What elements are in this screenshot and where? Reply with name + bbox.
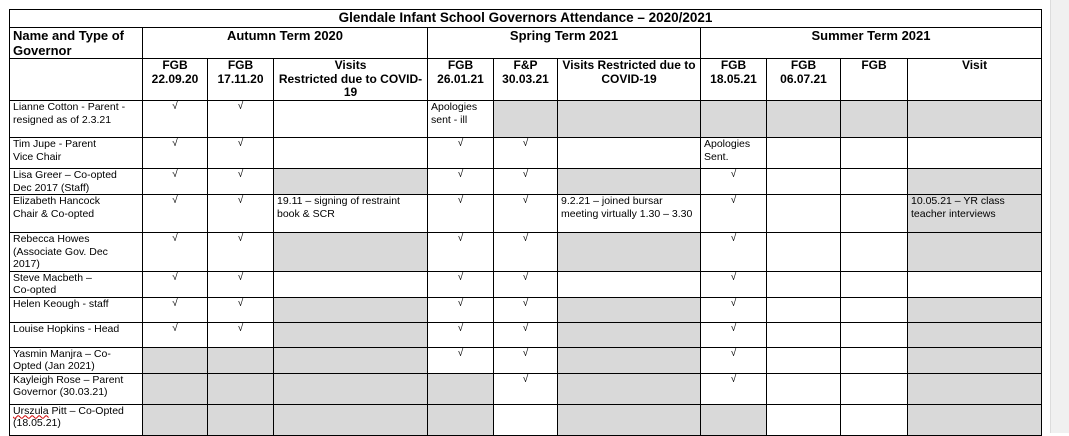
attendance-cell: [428, 373, 494, 404]
attendance-cell: [274, 271, 428, 297]
attendance-cell: [908, 322, 1042, 347]
attendance-cell: [908, 233, 1042, 272]
attended-tick: √: [208, 297, 274, 322]
meeting-type: FGB: [162, 58, 188, 72]
meeting-column-header: [841, 59, 908, 101]
attendance-cell: [208, 404, 274, 435]
attended-tick: √: [428, 169, 494, 195]
summer-term-header: Summer Term 2021: [701, 28, 1042, 59]
meeting-date: 17.11.20: [217, 71, 264, 86]
governor-row: [10, 101, 1042, 138]
attendance-cell: [841, 297, 908, 322]
meeting-date: 06.07.21: [780, 71, 827, 86]
attendance-cell: [841, 138, 908, 169]
attended-tick: √: [143, 138, 208, 169]
attendance-cell: [558, 169, 701, 195]
meeting-header-row: [10, 59, 1042, 101]
attendance-cell: [274, 373, 428, 404]
attendance-note: 19.11 – signing of restraint book & SCR: [274, 195, 428, 233]
document-title: Glendale Infant School Governors Attendance – 2020/2021: [10, 10, 1042, 28]
attendance-note: Apologies sent - ill: [428, 101, 494, 138]
meeting-type: Visit: [961, 58, 988, 72]
attendance-cell: [274, 404, 428, 435]
meeting-type: F&P: [513, 58, 538, 72]
attendance-cell: [841, 373, 908, 404]
governor-name: Louise Hopkins - Head: [10, 322, 143, 347]
attended-tick: √: [701, 169, 767, 195]
governor-row: [10, 347, 1042, 373]
attendance-cell: [841, 195, 908, 233]
attended-tick: √: [494, 373, 558, 404]
meeting-date: Restricted due to COVID-19: [278, 71, 423, 99]
attended-tick: √: [494, 297, 558, 322]
attended-tick: √: [701, 233, 767, 272]
attendance-cell: [767, 297, 841, 322]
attended-tick: √: [208, 138, 274, 169]
attended-tick: √: [428, 138, 494, 169]
governor-row: [10, 233, 1042, 272]
attendance-cell: [558, 404, 701, 435]
attendance-cell: [558, 101, 701, 138]
meeting-type: Visits: [334, 58, 367, 72]
meeting-column-header: [908, 59, 1042, 101]
attended-tick: √: [428, 195, 494, 233]
attendance-cell: [208, 347, 274, 373]
attended-tick: √: [701, 271, 767, 297]
attended-tick: √: [208, 169, 274, 195]
meeting-date: 30.03.21: [502, 71, 549, 86]
meeting-type: FGB: [227, 58, 254, 72]
attendance-cell: [767, 347, 841, 373]
attendance-cell: [701, 404, 767, 435]
meeting-date: 22.09.20: [151, 71, 199, 86]
attendance-cell: [767, 404, 841, 435]
governor-rows: [10, 101, 1042, 436]
meeting-type: FGB: [861, 58, 887, 72]
attendance-cell: [767, 195, 841, 233]
attendance-cell: [908, 404, 1042, 435]
attended-tick: √: [208, 322, 274, 347]
attendance-cell: [841, 404, 908, 435]
attendance-cell: [274, 138, 428, 169]
attended-tick: √: [494, 347, 558, 373]
attendance-cell: [767, 138, 841, 169]
attended-tick: √: [143, 271, 208, 297]
governor-name: Yasmin Manjra – Co- Opted (Jan 2021): [10, 347, 143, 373]
attended-tick: √: [494, 138, 558, 169]
attended-tick: √: [143, 169, 208, 195]
meeting-column-header: [143, 59, 208, 101]
attendance-cell: [908, 138, 1042, 169]
meeting-column-header: [428, 59, 494, 101]
attended-tick: √: [208, 271, 274, 297]
attendance-cell: [558, 373, 701, 404]
attendance-cell: [908, 101, 1042, 138]
meeting-column-header: [767, 59, 841, 101]
attendance-cell: [274, 347, 428, 373]
attendance-cell: [143, 347, 208, 373]
vertical-scrollbar[interactable]: [1050, 0, 1069, 433]
attendance-cell: [908, 347, 1042, 373]
attendance-cell: [274, 101, 428, 138]
attended-tick: √: [428, 347, 494, 373]
attended-tick: √: [428, 297, 494, 322]
attendance-cell: [494, 101, 558, 138]
attendance-note: 9.2.21 – joined bursar meeting virtually 1.30 – 3.30: [558, 195, 701, 233]
attendance-cell: [767, 101, 841, 138]
meeting-type: FGB: [790, 58, 817, 72]
governor-name: Elizabeth Hancock Chair & Co-opted: [10, 195, 143, 233]
attendance-cell: [841, 322, 908, 347]
attendance-cell: [767, 169, 841, 195]
attended-tick: √: [701, 195, 767, 233]
attended-tick: √: [143, 233, 208, 272]
attended-tick: √: [701, 347, 767, 373]
attended-tick: √: [494, 169, 558, 195]
attendance-cell: [558, 138, 701, 169]
governor-row: [10, 195, 1042, 233]
meeting-column-header: [701, 59, 767, 101]
attendance-cell: [767, 233, 841, 272]
governor-name: Rebecca Howes (Associate Gov. Dec 2017): [10, 233, 143, 272]
attendance-cell: [143, 404, 208, 435]
attendance-cell: [274, 169, 428, 195]
blank-header-cell: [10, 59, 143, 101]
attended-tick: √: [208, 195, 274, 233]
attended-tick: √: [143, 195, 208, 233]
attended-tick: √: [701, 373, 767, 404]
meeting-column-header: [558, 59, 701, 101]
meeting-column-header: [274, 59, 428, 101]
attendance-note: Apologies Sent.: [701, 138, 767, 169]
attended-tick: √: [428, 233, 494, 272]
attendance-cell: [908, 373, 1042, 404]
meeting-column-header: [208, 59, 274, 101]
attendance-cell: [274, 322, 428, 347]
attendance-cell: [208, 373, 274, 404]
autumn-term-header: Autumn Term 2020: [143, 28, 428, 59]
attendance-cell: [558, 271, 701, 297]
attended-tick: √: [143, 297, 208, 322]
attendance-cell: [908, 271, 1042, 297]
meeting-type: Visits Restricted due to COVID-19: [562, 58, 696, 86]
attendance-cell: [274, 297, 428, 322]
meeting-type: FGB: [720, 58, 747, 72]
governor-name: Urszula Pitt – Co-Opted (18.05.21): [10, 404, 143, 435]
attendance-cell: [767, 271, 841, 297]
attendance-cell: [558, 233, 701, 272]
governor-name: Helen Keough - staff: [10, 297, 143, 322]
attendance-table: [9, 9, 1042, 436]
attended-tick: √: [701, 322, 767, 347]
governor-row: [10, 297, 1042, 322]
attendance-cell: [558, 297, 701, 322]
attendance-cell: [767, 322, 841, 347]
attendance-cell: [841, 169, 908, 195]
attended-tick: √: [701, 297, 767, 322]
attendance-note: 10.05.21 – YR class teacher interviews: [908, 195, 1042, 233]
governor-row: [10, 373, 1042, 404]
attended-tick: √: [494, 233, 558, 272]
governor-row: [10, 404, 1042, 435]
attendance-cell: [494, 404, 558, 435]
spring-term-header: Spring Term 2021: [428, 28, 701, 59]
attended-tick: √: [143, 101, 208, 138]
attendance-cell: [841, 271, 908, 297]
attendance-cell: [143, 373, 208, 404]
attendance-cell: [558, 347, 701, 373]
attendance-cell: [558, 322, 701, 347]
attended-tick: √: [208, 233, 274, 272]
attendance-cell: [767, 373, 841, 404]
attendance-cell: [841, 101, 908, 138]
attendance-cell: [841, 233, 908, 272]
attendance-cell: [428, 404, 494, 435]
governor-name: Lisa Greer – Co-opted Dec 2017 (Staff): [10, 169, 143, 195]
governor-row: [10, 322, 1042, 347]
term-header-row: [10, 28, 1042, 59]
attendance-cell: [274, 233, 428, 272]
attended-tick: √: [494, 271, 558, 297]
governor-name: Steve Macbeth – Co-opted: [10, 271, 143, 297]
name-type-header: Name and Type of Governor: [10, 28, 143, 59]
attendance-cell: [841, 347, 908, 373]
attended-tick: √: [494, 322, 558, 347]
attended-tick: √: [208, 101, 274, 138]
attendance-cell: [701, 101, 767, 138]
governor-name: Lianne Cotton - Parent - resigned as of 2.3.21: [10, 101, 143, 138]
meeting-column-header: [494, 59, 558, 101]
attendance-cell: [908, 169, 1042, 195]
governor-name: Tim Jupe - Parent Vice Chair: [10, 138, 143, 169]
attended-tick: √: [143, 322, 208, 347]
meeting-date: 18.05.21: [710, 71, 757, 86]
meeting-type: FGB: [447, 58, 474, 72]
attended-tick: √: [428, 271, 494, 297]
governor-row: [10, 271, 1042, 297]
governor-row: [10, 138, 1042, 169]
attended-tick: √: [494, 195, 558, 233]
governor-row: [10, 169, 1042, 195]
governor-name: Kayleigh Rose – Parent Governor (30.03.21): [10, 373, 143, 404]
attendance-cell: [908, 297, 1042, 322]
attended-tick: √: [428, 322, 494, 347]
meeting-date: 26.01.21: [437, 71, 484, 86]
